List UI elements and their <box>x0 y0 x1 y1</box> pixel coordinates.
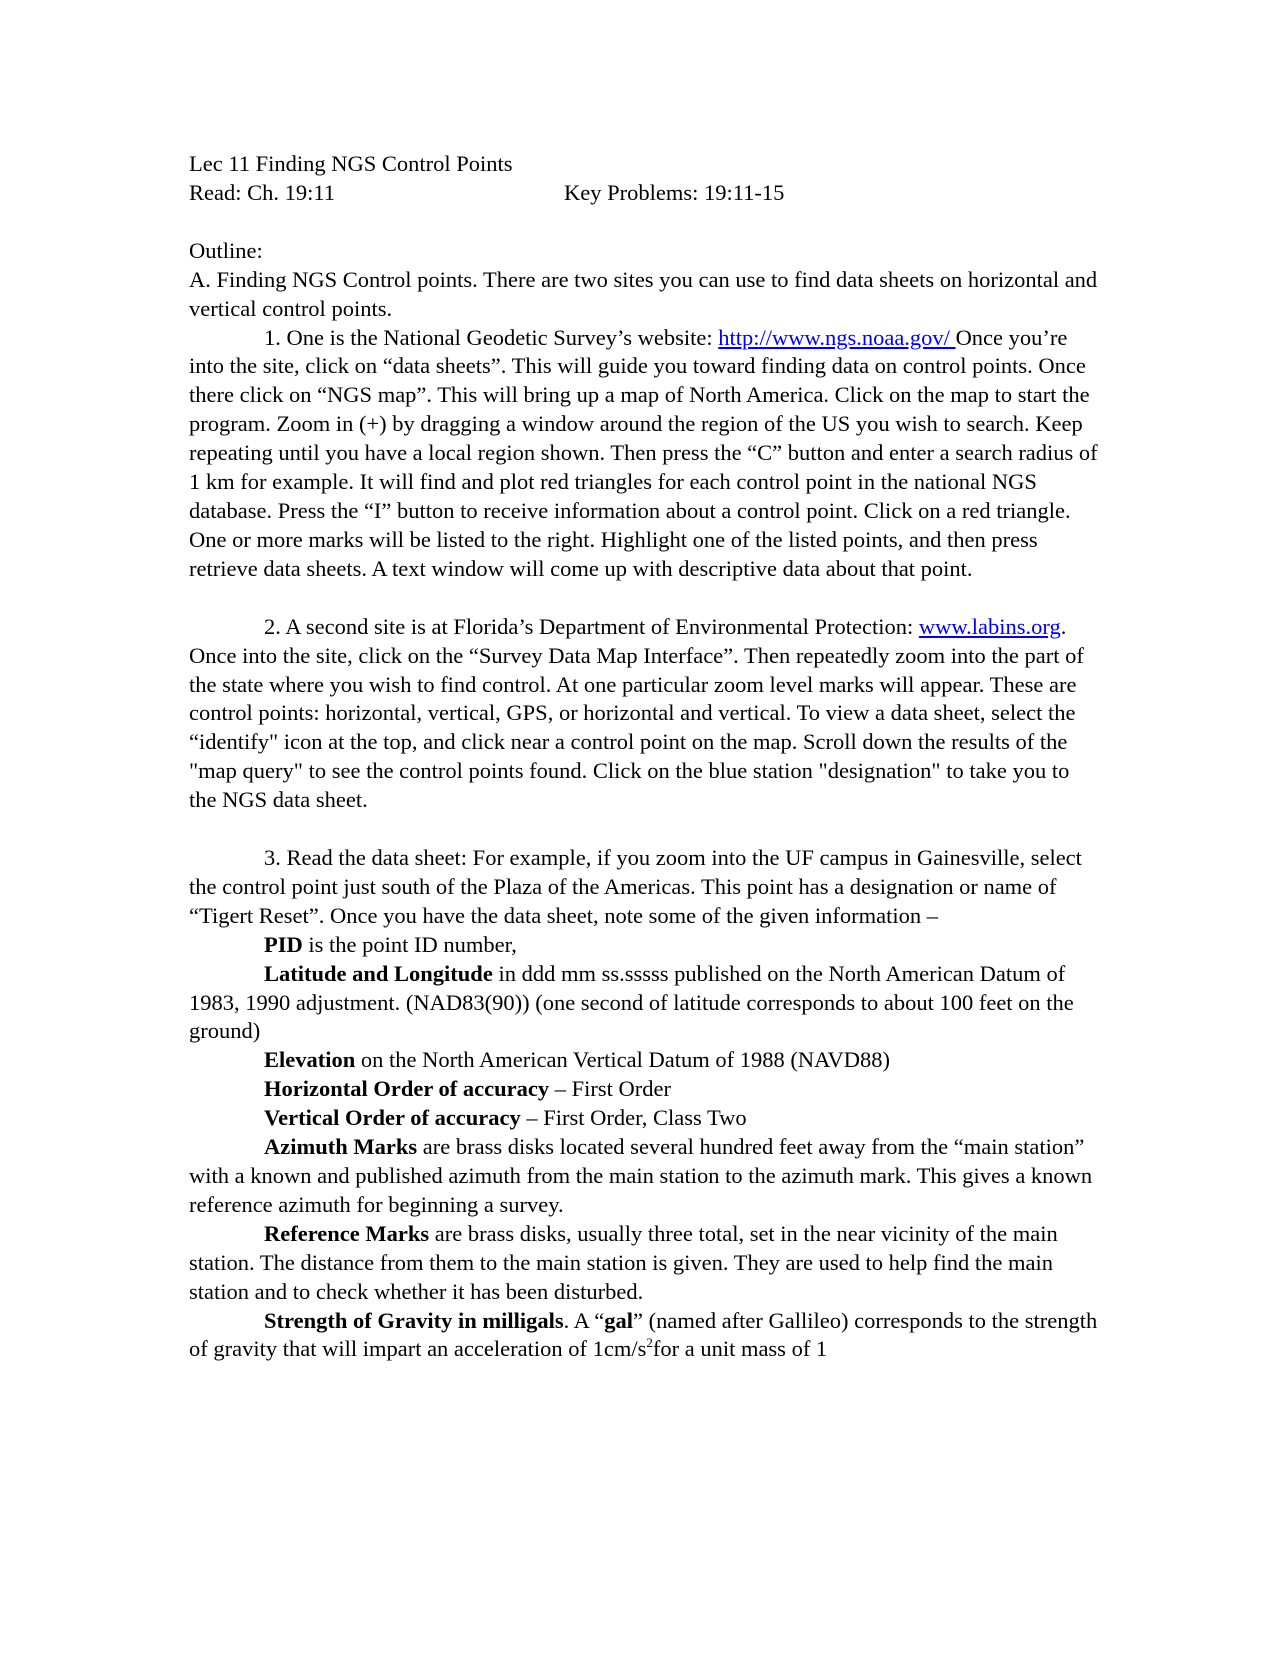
labins-link[interactable]: www.labins.org <box>918 613 1061 639</box>
term-label: PID <box>264 931 303 957</box>
term-gravity <box>189 1307 1099 1365</box>
item-1-lead: 1. One is the National Geodetic Survey’s website: <box>264 324 719 350</box>
reading-assignment: Read: Ch. 19:11 <box>189 179 336 205</box>
item-2-body: . Once into the site, click on the “Survey Data Map Interface”. Then repeatedly zoom into the part of the state where you wish to find control. At one particular zoom level marks will appear. These are control points: horizontal, vertical, GPS, or horizontal and vertical. To view a data sheet, select the “identify" icon at the top, and click near a control point on the map. Scroll down the results of the "map query" to see the control points found. Click on the blue station "designation" to take you to the NGS data sheet. <box>189 613 1084 813</box>
term-label: Horizontal Order of accuracy <box>264 1076 550 1102</box>
term-elevation <box>189 1046 1099 1075</box>
term-description: are brass disks located several hundred feet away from the “main station” with a known and published azimuth from the main station to the azimuth mark. This gives a known reference azimuth for beginning a survey. <box>189 1134 1093 1217</box>
spacer <box>189 584 1099 613</box>
page-title: Lec 11 Finding NGS Control Points <box>189 151 513 176</box>
term-label: Latitude and Longitude <box>264 960 493 986</box>
term-horizontal-order <box>189 1075 1099 1104</box>
term-description: in ddd mm ss.sssss published on the North American Datum of 1983, 1990 adjustment. (NAD83(90)) (one second of latitude corresponds to about 100 feet on the ground) <box>189 960 1074 1044</box>
term-description: is the point ID number, <box>302 931 517 957</box>
term-label: Elevation <box>264 1047 356 1073</box>
read-line <box>189 179 1099 208</box>
term-text: ” (named after Gallileo) corresponds to the strength of gravity that will impart an acceleration of 1cm/s <box>189 1307 1098 1362</box>
term-description: are brass disks, usually three total, set in the near vicinity of the main station. The distance from them to the main station is given. They are used to help find the main station and to check whether it has been disturbed. <box>189 1220 1058 1304</box>
item-1-paragraph <box>189 324 1099 584</box>
ngs-website-link[interactable]: http://www.ngs.noaa.gov/ <box>718 324 956 350</box>
spacer <box>189 815 1099 844</box>
term-label: Vertical Order of accuracy <box>264 1105 521 1131</box>
term-text: . A “ <box>563 1307 605 1333</box>
term-label: Reference Marks <box>264 1220 430 1246</box>
term-reference-marks <box>189 1220 1099 1307</box>
item-1-body: Once you’re into the site, click on “data sheets”. This will guide you toward finding data on control points. Once there click on “NGS map”. This will bring up a map of North America. Click on the map to start the program. Zoom in (+) by dragging a window around the region of the US you wish to search. Keep repeating until you have a local region shown. Then press the “C” button and enter a search radius of 1 km for example. It will find and plot red triangles for each control point in the national NGS database. Press the “I” button to receive information about a control point. Click on a red triangle. One or more marks will be listed to the right. Highlight one of the listed points, and then press retrieve data sheets. A text window will come up with descriptive data about that point. <box>189 324 1098 581</box>
term-lat-lon <box>189 960 1099 1047</box>
item-3-paragraph: 3. Read the data sheet: For example, if you zoom into the UF campus in Gainesville, select the control point just south of the Plaza of the Americas. This point has a designation or name of “Tigert Reset”. Once you have the data sheet, note some of the given information – <box>189 845 1082 928</box>
item-2-lead: 2. A second site is at Florida’s Department of Environmental Protection: <box>264 613 919 639</box>
term-label: Strength of Gravity in milligals <box>264 1307 564 1333</box>
term-vertical-order <box>189 1104 1099 1133</box>
document-body <box>189 150 1099 1364</box>
term-label: Azimuth Marks <box>264 1134 418 1160</box>
term-description: – First Order, Class Two <box>520 1105 747 1131</box>
section-a-heading: A. Finding NGS Control points. There are two sites you can use to find data sheets on horizontal and vertical control points. <box>189 266 1098 321</box>
key-problems: Key Problems: 19:11-15 <box>564 179 785 205</box>
term-description: – First Order <box>549 1076 672 1102</box>
term-description: on the North American Vertical Datum of 1988 (NAVD88) <box>355 1047 890 1073</box>
term-pid <box>189 931 1099 960</box>
spacer <box>189 208 1099 237</box>
term-text: for a unit mass of 1 <box>652 1336 828 1362</box>
item-2-paragraph <box>189 613 1099 815</box>
gal-term: gal <box>604 1307 633 1333</box>
term-azimuth-marks <box>189 1133 1099 1220</box>
outline-label: Outline: <box>189 237 263 263</box>
superscript-exponent: 2 <box>646 1335 653 1351</box>
